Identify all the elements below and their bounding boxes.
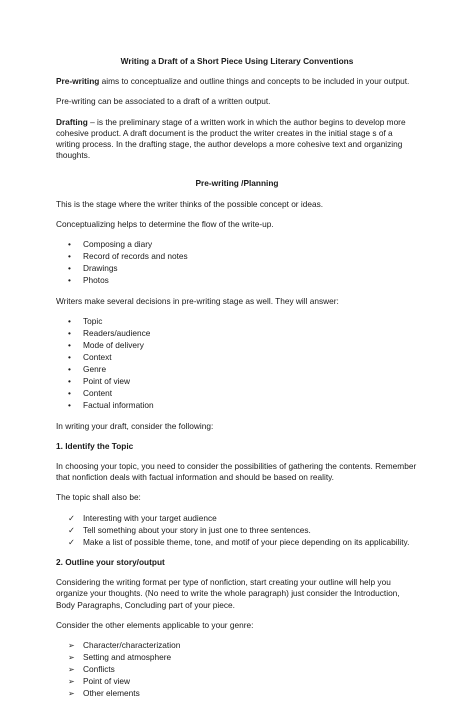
list-item: ➢ Setting and atmosphere — [56, 652, 418, 663]
arrow-bullet-icon — [68, 664, 80, 675]
list-item: • Record of records and notes — [56, 251, 418, 262]
bullet-icon — [68, 376, 80, 387]
section-heading: Pre-writing /Planning — [195, 178, 279, 189]
arrow-bullet-icon — [68, 640, 80, 651]
bullet-list — [56, 316, 418, 412]
bullet-icon — [68, 400, 80, 411]
bullet-icon — [68, 251, 80, 262]
bullet-icon — [68, 340, 80, 351]
bullet-icon — [68, 352, 80, 363]
list-item: • Composing a diary — [56, 239, 418, 250]
list-item: • Content — [56, 388, 418, 399]
checkmark-icon — [68, 513, 80, 524]
bullet-list — [56, 239, 418, 286]
list-item: ➢ Point of view — [56, 676, 418, 687]
checkmark-icon — [68, 525, 80, 536]
section-heading: 1. Identify the Topic — [56, 440, 134, 451]
bullet-icon — [68, 239, 80, 250]
checkmark-list — [56, 513, 418, 548]
arrow-bullet-icon — [68, 676, 80, 687]
list-item: ✓ Interesting with your target audience — [56, 513, 418, 524]
paragraph: Consider the other elements applicable to your genre: — [56, 619, 254, 630]
list-item: • Point of view — [56, 376, 418, 387]
list-item: ➢ Conflicts — [56, 664, 418, 675]
intro-paragraph — [56, 76, 418, 87]
list-item: • Context — [56, 352, 418, 363]
list-item: • Mode of delivery — [56, 340, 418, 351]
bullet-icon — [68, 388, 80, 399]
paragraph: Conceptualizing helps to determine the flow of the write-up. — [56, 218, 274, 229]
term: Drafting — [56, 116, 88, 127]
arrow-list — [56, 640, 418, 700]
intro-paragraph — [56, 117, 418, 162]
list-item: • Drawings — [56, 263, 418, 274]
bullet-icon — [68, 316, 80, 327]
paragraph: This is the stage where the writer thinks of the possible concept or ideas. — [56, 198, 324, 209]
bullet-icon — [68, 263, 80, 274]
paragraph: In choosing your topic, you need to consider the possibilities of gathering the contents. Remember that nonfiction deals with factual information and should be based on reality. — [56, 460, 417, 483]
bullet-icon — [68, 364, 80, 375]
list-item: • Genre — [56, 364, 418, 375]
paragraph: Writers make several decisions in pre-writing stage as well. They will answer: — [56, 295, 339, 306]
list-item: • Readers/audience — [56, 328, 418, 339]
arrow-bullet-icon — [68, 688, 80, 699]
paragraph: In writing your draft, consider the following: — [56, 420, 214, 431]
section-heading: 2. Outline your story/output — [56, 556, 165, 567]
definition: aims to conceptualize and outline things and concepts to be included in your output. — [99, 76, 410, 87]
definition: – is the preliminary stage of a written work in which the author begins to develop more cohesive product. A draft document is the product the writer creates in the initial stage s of a writing process. In the drafting stage, the author develops a more cohesive text and organizing thoughts. — [56, 116, 406, 161]
bullet-icon — [68, 328, 80, 339]
list-item: • Factual information — [56, 400, 418, 411]
paragraph: The topic shall also be: — [56, 492, 141, 503]
intro-paragraph: Pre-writing can be associated to a draft of a written output. — [56, 96, 271, 107]
term: Pre-writing — [56, 76, 100, 87]
document-title: Writing a Draft of a Short Piece Using Literary Conventions — [120, 56, 354, 66]
list-item: • Topic — [56, 316, 418, 327]
list-item: ✓ Make a list of possible theme, tone, and motif of your piece depending on its applicability. — [56, 537, 418, 548]
arrow-bullet-icon — [68, 652, 80, 663]
checkmark-icon — [68, 537, 80, 548]
list-item: ➢ Other elements — [56, 688, 418, 699]
list-item: ✓ Tell something about your story in just one to three sentences. — [56, 525, 418, 536]
list-item: ➢ Character/characterization — [56, 640, 418, 651]
bullet-icon — [68, 275, 80, 286]
list-item: • Photos — [56, 275, 418, 286]
paragraph: Considering the writing format per type of nonfiction, start creating your outline will help you organize your thoughts. (No need to write the whole paragraph) just consider the Introduction, Body Paragraphs, Concluding part of your piece. — [56, 577, 400, 610]
